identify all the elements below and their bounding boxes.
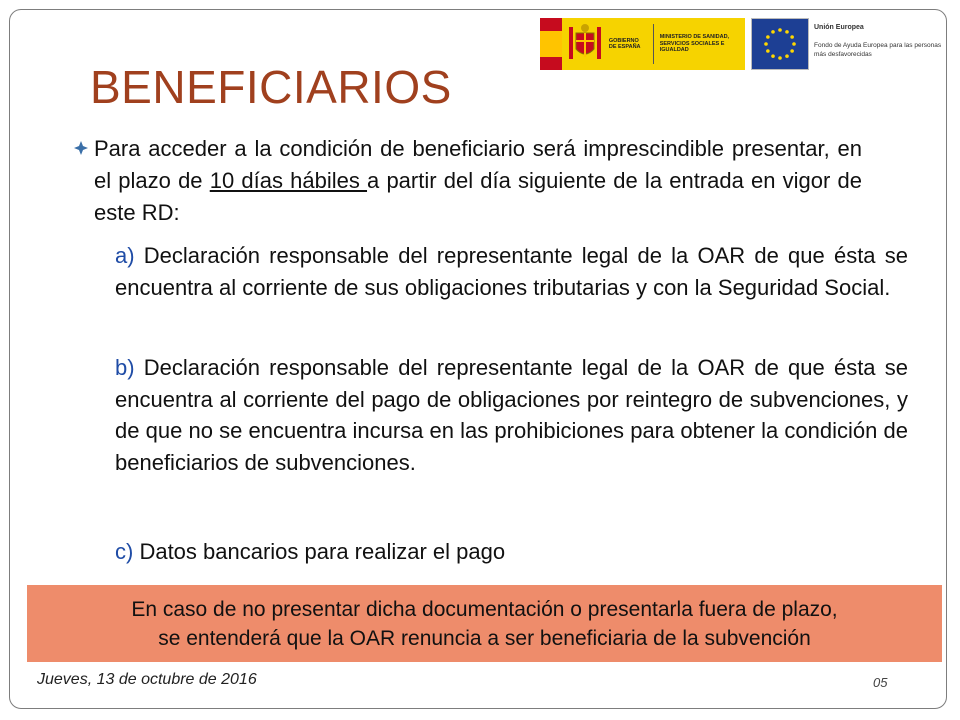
item-text: Declaración responsable del representante legal de la OAR de que ésta se encuentra al corriente del pago de obligaciones por reintegro de subvenciones, y de que no se encuentra incursa en las prohibiciones para obtener la condición de beneficiarios de subvenciones.	[115, 355, 908, 475]
diamond-bullet-icon	[74, 141, 88, 155]
gov-label: GOBIERNO DE ESPAÑA	[608, 37, 641, 50]
footer-date: Jueves, 13 de octubre de 2016	[37, 671, 257, 688]
eu-star	[771, 54, 775, 58]
page-number: 05	[873, 675, 888, 690]
intro-paragraph	[94, 133, 862, 229]
item-letter: b)	[115, 355, 135, 380]
warning-banner	[27, 585, 942, 662]
ministry-label: MINISTERIO DE SANIDAD, SERVICIOS SOCIALES E IGUALDAD	[659, 34, 730, 54]
eu-star	[771, 30, 775, 34]
coat-of-arms-icon	[567, 21, 603, 67]
eu-fund-name: Fondo de Ayuda Europea para las personas más desfavorecidas	[814, 42, 942, 58]
list-item-a	[115, 240, 908, 303]
eu-star	[778, 56, 782, 60]
item-letter: c)	[115, 539, 134, 564]
eu-star	[766, 35, 770, 39]
list-item-b	[115, 352, 908, 478]
eu-star	[778, 28, 782, 32]
spain-flag-icon	[540, 18, 561, 70]
spain-government-logo	[540, 18, 745, 70]
intro-text-after: a partir del día siguiente de la entrada en vigor de este RD:	[94, 168, 862, 225]
slide-title: BENEFICIARIOS	[90, 61, 452, 113]
deadline-underlined: 10 días hábiles	[209, 168, 368, 193]
eu-star	[785, 30, 789, 34]
intro-text-before: Para acceder a la condición de beneficiario será imprescindible presentar, en el plazo de	[94, 136, 862, 193]
eu-star	[766, 49, 770, 53]
logo-separator	[653, 24, 654, 64]
item-text: Datos bancarios para realizar el pago	[133, 539, 506, 564]
eu-name: Unión Europea	[814, 24, 864, 31]
eu-star	[792, 42, 796, 46]
eu-star	[785, 54, 789, 58]
item-text: Declaración responsable del representante legal de la OAR de que ésta se encuentra al corriente de sus obligaciones tributarias y con la Seguridad Social.	[115, 243, 908, 300]
eu-star	[764, 42, 768, 46]
banner-line-1: En caso de no presentar dicha documentación o presentarla fuera de plazo,	[131, 597, 838, 621]
eu-star	[790, 49, 794, 53]
eu-logo-text	[814, 24, 944, 59]
eu-flag-icon	[751, 18, 809, 70]
banner-line-2: se entenderá que la OAR renuncia a ser beneficiaria de la subvención	[158, 626, 811, 650]
list-item-c	[115, 536, 908, 568]
eu-star	[790, 35, 794, 39]
item-letter: a)	[115, 243, 135, 268]
